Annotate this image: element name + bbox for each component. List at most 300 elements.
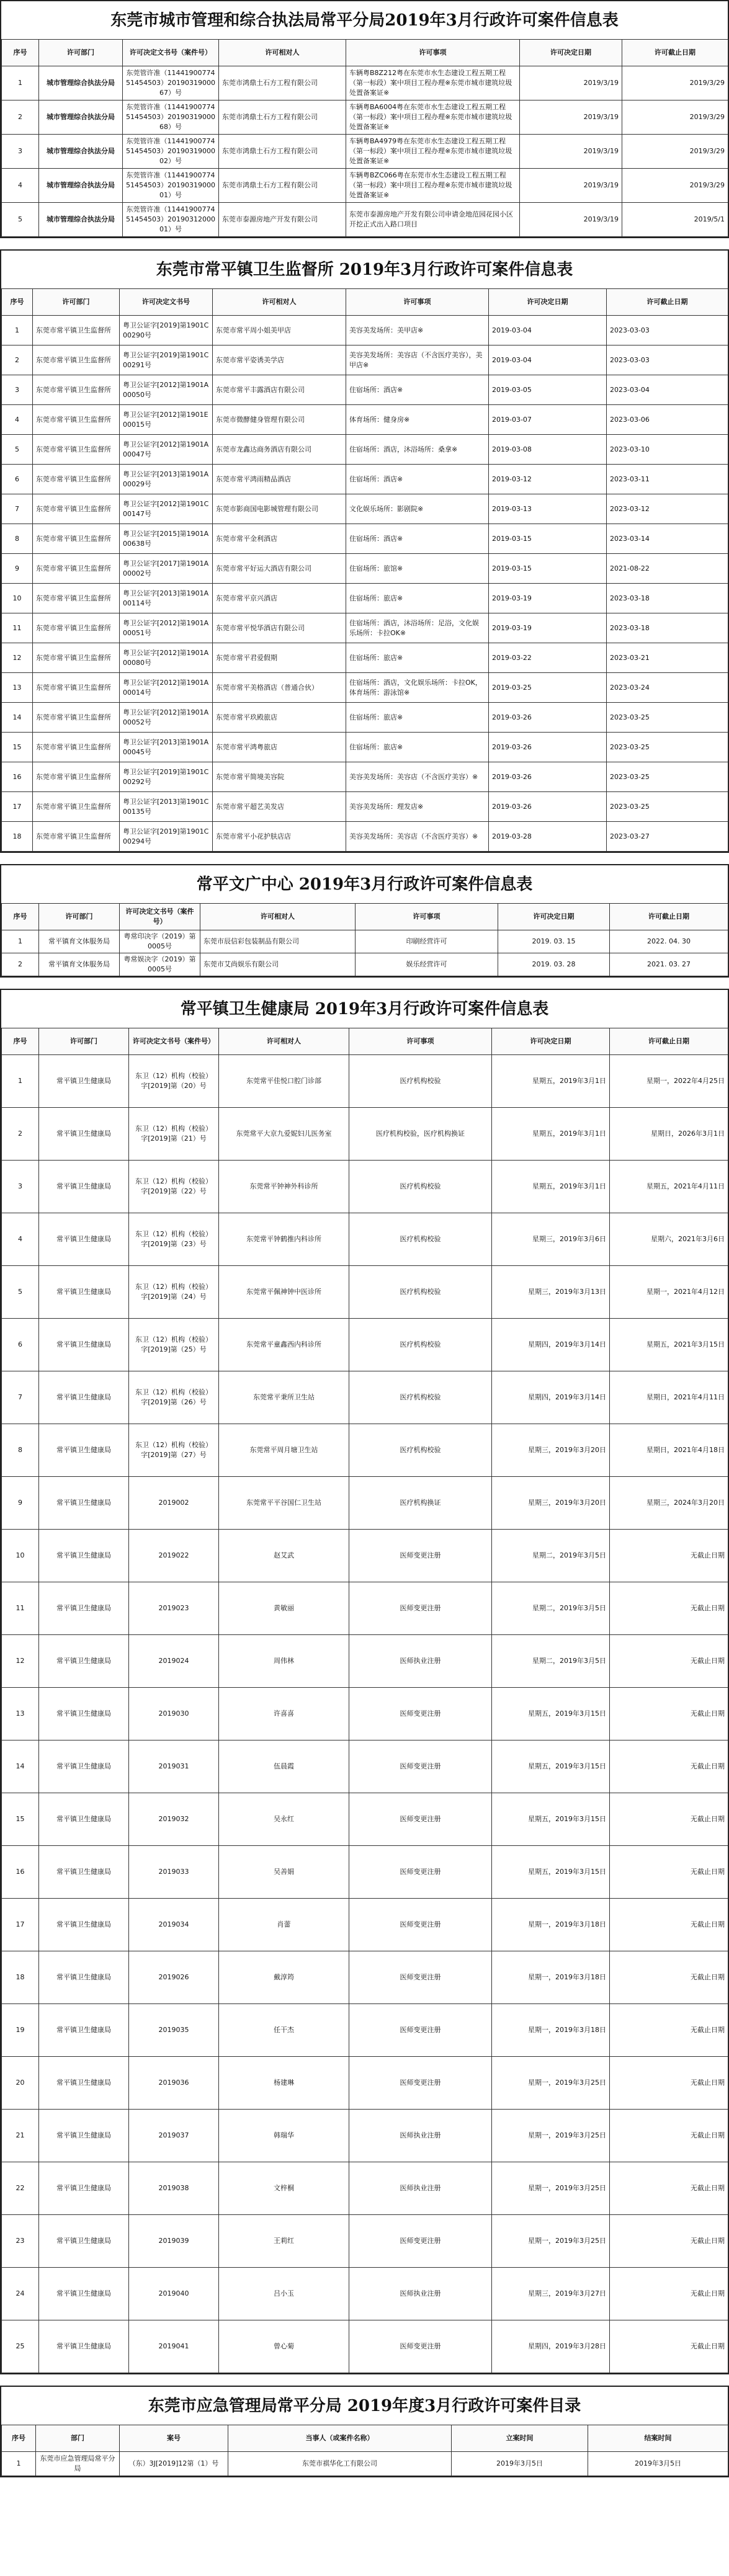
table-cell: 2019-03-19 <box>489 613 607 643</box>
section-health-bureau <box>0 989 729 2374</box>
table-cell: 车辆粤BA6004粤在东莞市水生态建设工程五期工程（第一标段）案中项目工程办理※东莞市城市建筑垃圾处置备案证※ <box>346 100 520 135</box>
table-row <box>2 1951 728 2004</box>
table-cell: 2019年3月5日 <box>452 2452 588 2476</box>
table-cell: 星期一，2019年3月18日 <box>492 1899 610 1951</box>
table-row <box>2 930 728 953</box>
table-row <box>2 345 728 375</box>
table-row <box>2 1108 728 1161</box>
table-cell: 常平镇卫生健康局 <box>39 2162 129 2215</box>
table-cell: 2019/3/29 <box>622 66 728 100</box>
table-row <box>2 135 728 169</box>
table-cell: 2023-03-25 <box>607 762 728 792</box>
column-header: 许可截止日期 <box>610 904 728 930</box>
table-cell: 2019年3月5日 <box>588 2452 728 2476</box>
table-row <box>2 316 728 345</box>
table-cell: 常平镇育文体服务局 <box>39 930 120 953</box>
table-cell: 17 <box>2 1899 39 1951</box>
table-cell: 7 <box>2 1371 39 1424</box>
permit-table <box>1 288 728 852</box>
table-cell: 东莞市鸿鼎土石方工程有限公司 <box>219 100 346 135</box>
table-cell: 东卫（12）机构（校验）字[2019]第（26）号 <box>129 1371 219 1424</box>
table-cell: 3 <box>2 1161 39 1213</box>
table-cell: 2023-03-03 <box>607 345 728 375</box>
table-cell: 无截止日期 <box>610 1951 728 2004</box>
table-cell: 2019-03-15 <box>489 524 607 554</box>
table-cell: 无截止日期 <box>610 1530 728 1582</box>
table-cell: 东莞常平大京九爱妮妇儿医务室 <box>219 1108 349 1161</box>
table-cell: 东莞市常平镇卫生监督所 <box>33 465 120 494</box>
table-cell: 东莞市常平京兴酒店 <box>213 584 346 613</box>
table-cell: 东卫（12）机构（校验）字[2019]第（24）号 <box>129 1266 219 1319</box>
table-cell: 2019-03-19 <box>489 584 607 613</box>
table-cell: 东莞市常平超艺美发店 <box>213 792 346 822</box>
table-cell: 东莞市常平镇卫生监督所 <box>33 524 120 554</box>
table-cell: 粤卫公证字[2012]第1901A00047号 <box>120 435 213 465</box>
table-cell: 任干杰 <box>219 2004 349 2057</box>
table-cell: 15 <box>2 733 33 762</box>
table-cell: 东莞市常平镇卫生监督所 <box>33 435 120 465</box>
table-header-row <box>2 1028 728 1055</box>
table-cell: 东莞市泰源房地产开发有限公司 <box>219 203 346 237</box>
table-cell: 22 <box>2 2162 39 2215</box>
table-cell: 2019-03-07 <box>489 405 607 435</box>
table-cell: 2023-03-25 <box>607 792 728 822</box>
table-cell: 粤卫公证字[2019]第1901C00290号 <box>120 316 213 345</box>
column-header: 许可决定日期 <box>498 904 610 930</box>
table-cell: 城市管理综合执法分局 <box>39 66 123 100</box>
table-cell: 星期五，2019年3月15日 <box>492 1688 610 1740</box>
table-cell: 2023-03-18 <box>607 584 728 613</box>
table-cell: 东莞市常平镇卫生监督所 <box>33 345 120 375</box>
table-cell: 住宿场所：酒店※ <box>346 524 489 554</box>
table-cell: 东莞市常平小花护肤店店 <box>213 822 346 852</box>
table-cell: 14 <box>2 703 33 733</box>
table-cell: 吕小玉 <box>219 2268 349 2320</box>
table-cell: 东莞市常平悦华酒店有限公司 <box>213 613 346 643</box>
table-cell: 粤卫公证字[2013]第1901A00045号 <box>120 733 213 762</box>
column-header: 序号 <box>2 2425 36 2452</box>
table-cell: 13 <box>2 1688 39 1740</box>
table-cell: 东卫（12）机构（校验）字[2019]第（25）号 <box>129 1319 219 1371</box>
table-cell: 东卫（12）机构（校验）字[2019]第（22）号 <box>129 1161 219 1213</box>
table-row <box>2 2004 728 2057</box>
table-cell: 2019-03-05 <box>489 375 607 405</box>
column-header: 序号 <box>2 904 39 930</box>
column-header: 序号 <box>2 1028 39 1055</box>
column-header: 许可截止日期 <box>622 40 728 66</box>
table-cell: 2019/5/1 <box>622 203 728 237</box>
table-cell: 东卫（12）机构（校验）字[2019]第（27）号 <box>129 1424 219 1477</box>
table-cell: 6 <box>2 465 33 494</box>
table-row <box>2 1319 728 1371</box>
table-cell: 2019035 <box>129 2004 219 2057</box>
column-header: 许可决定日期 <box>520 40 622 66</box>
table-cell: 吴善娟 <box>219 1846 349 1899</box>
column-header: 案号 <box>120 2425 228 2452</box>
table-row <box>2 169 728 203</box>
table-cell: 19 <box>2 2004 39 2057</box>
table-cell: 无截止日期 <box>610 2057 728 2110</box>
table-row <box>2 1161 728 1213</box>
table-cell: 无截止日期 <box>610 1899 728 1951</box>
table-row <box>2 1213 728 1266</box>
table-cell: 东莞市影商国电影城管理有限公司 <box>213 494 346 524</box>
table-cell: 6 <box>2 1319 39 1371</box>
table-cell: 文化娱乐场所：影剧院※ <box>346 494 489 524</box>
table-cell: 10 <box>2 1530 39 1582</box>
table-cell: 印刷经营许可 <box>356 930 498 953</box>
table-cell: 2023-03-11 <box>607 465 728 494</box>
table-cell: 星期五，2019年3月1日 <box>492 1161 610 1213</box>
table-cell: 常平镇卫生健康局 <box>39 1266 129 1319</box>
table-row <box>2 2162 728 2215</box>
table-cell: 城市管理综合执法分局 <box>39 203 123 237</box>
table-cell: 星期三，2019年3月13日 <box>492 1266 610 1319</box>
table-cell: 2019022 <box>129 1530 219 1582</box>
table-cell: 黄敏丽 <box>219 1582 349 1635</box>
column-header: 许可相对人 <box>219 40 346 66</box>
table-cell: 9 <box>2 554 33 584</box>
table-row <box>2 792 728 822</box>
column-header: 许可相对人 <box>213 289 346 316</box>
column-header: 立案时间 <box>452 2425 588 2452</box>
table-cell: 住宿场所：酒店，文化娱乐场所：卡拉OK，体育场所：游泳馆※ <box>346 673 489 703</box>
table-cell: 东莞管许准（1144190077451454503）2019031900002）号 <box>123 135 219 169</box>
table-cell: 东莞管许准（1144190077451454503）2019031900067）号 <box>123 66 219 100</box>
table-cell: 2019/3/19 <box>520 135 622 169</box>
table-cell: 东莞市应急管理局常平分局 <box>36 2452 120 2476</box>
table-cell: 2019036 <box>129 2057 219 2110</box>
table-cell: 肖蕾 <box>219 1899 349 1951</box>
table-row <box>2 2320 728 2373</box>
table-cell: 常平镇卫生健康局 <box>39 2110 129 2162</box>
table-row <box>2 405 728 435</box>
table-cell: 医师变更注册 <box>349 1899 492 1951</box>
table-row <box>2 1740 728 1793</box>
section-title: 东莞市应急管理局常平分局 2019年度3月行政许可案件目录 <box>148 2397 581 2415</box>
table-cell: 2019024 <box>129 1635 219 1688</box>
table-cell: 1 <box>2 1055 39 1108</box>
table-cell: 伍晨霞 <box>219 1740 349 1793</box>
table-row <box>2 1635 728 1688</box>
table-row <box>2 554 728 584</box>
table-cell: 戴淳筠 <box>219 1951 349 2004</box>
table-cell: 2019-03-04 <box>489 345 607 375</box>
table-cell: 常平镇卫生健康局 <box>39 1530 129 1582</box>
table-row <box>2 2215 728 2268</box>
table-cell: 2023-03-27 <box>607 822 728 852</box>
table-cell: 星期一，2019年3月25日 <box>492 2162 610 2215</box>
table-row <box>2 1477 728 1530</box>
table-cell: 2019-03-26 <box>489 792 607 822</box>
table-cell: 2019037 <box>129 2110 219 2162</box>
table-header-row <box>2 40 728 66</box>
table-cell: 东莞管许准（1144190077451454503）2019031200001）号 <box>123 203 219 237</box>
table-cell: 5 <box>2 203 39 237</box>
table-cell: 星期一，2019年3月18日 <box>492 1951 610 2004</box>
table-cell: 东莞常平钟鹤推内科诊所 <box>219 1213 349 1266</box>
table-cell: 星期五，2019年3月1日 <box>492 1055 610 1108</box>
table-cell: 2023-03-14 <box>607 524 728 554</box>
table-cell: 2019-03-04 <box>489 316 607 345</box>
table-row <box>2 203 728 237</box>
column-header: 许可相对人 <box>219 1028 349 1055</box>
table-cell: 2019002 <box>129 1477 219 1530</box>
table-cell: 2 <box>2 953 39 976</box>
table-cell: 常平镇卫生健康局 <box>39 2268 129 2320</box>
table-cell: 4 <box>2 169 39 203</box>
table-cell: 住宿场所：酒店※ <box>346 465 489 494</box>
table-cell: 常平镇卫生健康局 <box>39 1793 129 1846</box>
table-cell: 常平镇卫生健康局 <box>39 1371 129 1424</box>
table-cell: 2019-03-26 <box>489 703 607 733</box>
table-cell: 星期五，2019年3月15日 <box>492 1740 610 1793</box>
table-cell: 常平镇卫生健康局 <box>39 1108 129 1161</box>
table-cell: 美容美发场所：美容店（不含医疗美容）※ <box>346 762 489 792</box>
table-cell: 常平镇卫生健康局 <box>39 1740 129 1793</box>
table-cell: 周伟林 <box>219 1635 349 1688</box>
table-cell: 星期六，2021年3月6日 <box>610 1213 728 1266</box>
table-cell: 2023-03-21 <box>607 643 728 673</box>
table-header-row <box>2 2425 728 2452</box>
table-cell: 常平镇卫生健康局 <box>39 1161 129 1213</box>
column-header: 许可部门 <box>39 40 123 66</box>
table-cell: 东莞市泰源房地产开发有限公司申请金地范园花园小区开挖正式出入路口项目 <box>346 203 520 237</box>
table-cell: 东莞市常平镇卫生监督所 <box>33 375 120 405</box>
table-cell: 2023-03-06 <box>607 405 728 435</box>
table-cell: 医疗机构校验 <box>349 1213 492 1266</box>
table-cell: 医师执业注册 <box>349 1635 492 1688</box>
section-health-supervision <box>0 249 729 853</box>
table-header-row <box>2 289 728 316</box>
table-cell: 东莞市鸿鼎土石方工程有限公司 <box>219 66 346 100</box>
table-cell: 东莞常平佳悦口腔门诊部 <box>219 1055 349 1108</box>
table-row <box>2 435 728 465</box>
table-cell: 无截止日期 <box>610 2004 728 2057</box>
table-cell: 14 <box>2 1740 39 1793</box>
table-cell: 东莞市常平丰露酒店有限公司 <box>213 375 346 405</box>
table-cell: 星期三，2024年3月20日 <box>610 1477 728 1530</box>
table-cell: 东莞市艾尚娱乐有限公司 <box>200 953 356 976</box>
table-cell: 2019/3/19 <box>520 66 622 100</box>
table-cell: 粤卫公证字[2013]第1901A00029号 <box>120 465 213 494</box>
table-cell: 城市管理综合执法分局 <box>39 135 123 169</box>
table-cell: 医疗机构校验 <box>349 1371 492 1424</box>
table-cell: 美容美发场所：理发店※ <box>346 792 489 822</box>
table-row <box>2 643 728 673</box>
table-cell: 东莞市常平姿诱美学店 <box>213 345 346 375</box>
table-cell: 东莞市常平周小姐美甲店 <box>213 316 346 345</box>
section-emergency-management <box>0 2386 729 2477</box>
table-cell: 2022. 04. 30 <box>610 930 728 953</box>
table-cell: 粤卫公证字[2019]第1901C00291号 <box>120 345 213 375</box>
table-cell: 常平镇卫生健康局 <box>39 1688 129 1740</box>
table-cell: 医师变更注册 <box>349 1951 492 2004</box>
table-cell: 常平镇卫生健康局 <box>39 1424 129 1477</box>
column-header: 许可决定文书号（案件号） <box>129 1028 219 1055</box>
table-cell: 美容美发场所：美甲店※ <box>346 316 489 345</box>
column-header: 许可部门 <box>33 289 120 316</box>
table-row <box>2 524 728 554</box>
table-cell: 1 <box>2 2452 36 2476</box>
table-cell: 医师执业注册 <box>349 2162 492 2215</box>
table-cell: 东莞市常平镇卫生监督所 <box>33 822 120 852</box>
table-cell: 2023-03-24 <box>607 673 728 703</box>
table-cell: 18 <box>2 1951 39 2004</box>
table-cell: 东莞市微酵健身管理有限公司 <box>213 405 346 435</box>
table-cell: 东莞常平钟神外科诊所 <box>219 1161 349 1213</box>
table-cell: 星期三，2019年3月20日 <box>492 1477 610 1530</box>
column-header: 许可事项 <box>346 289 489 316</box>
table-cell: 13 <box>2 673 33 703</box>
table-cell: 东莞市常平玖殿旅店 <box>213 703 346 733</box>
section-culture-center <box>0 864 729 978</box>
column-header: 序号 <box>2 40 39 66</box>
table-cell: 城市管理综合执法分局 <box>39 169 123 203</box>
table-cell: 星期一，2019年3月25日 <box>492 2215 610 2268</box>
table-cell: 东卫（12）机构（校验）字[2019]第（20）号 <box>129 1055 219 1108</box>
table-row <box>2 375 728 405</box>
table-row <box>2 953 728 976</box>
table-cell: 2019-03-13 <box>489 494 607 524</box>
table-cell: 粤常印决字（2019）第0005号 <box>120 930 200 953</box>
table-cell: 粤卫公证字[2012]第1901E00015号 <box>120 405 213 435</box>
table-cell: 东莞常平平谷国仁卫生站 <box>219 1477 349 1530</box>
table-cell: 11 <box>2 613 33 643</box>
table-cell: 无截止日期 <box>610 1846 728 1899</box>
table-cell: 医疗机构校验 <box>349 1055 492 1108</box>
section-title: 东莞市常平镇卫生监督所 2019年3月行政许可案件信息表 <box>156 261 573 279</box>
table-row <box>2 1055 728 1108</box>
table-cell: 2023-03-10 <box>607 435 728 465</box>
table-cell: 1 <box>2 66 39 100</box>
table-cell: 东莞市常平镇卫生监督所 <box>33 792 120 822</box>
table-cell: 星期日，2021年4月11日 <box>610 1371 728 1424</box>
table-cell: 2019033 <box>129 1846 219 1899</box>
permit-table <box>1 1028 728 2373</box>
table-cell: 星期一，2019年3月18日 <box>492 2004 610 2057</box>
table-row <box>2 1793 728 1846</box>
table-cell: 无截止日期 <box>610 1740 728 1793</box>
table-cell: 医疗机构校验 <box>349 1266 492 1319</box>
table-cell: 美容美发场所：美容店（不含医疗美容），美甲店※ <box>346 345 489 375</box>
table-cell: 星期一，2019年3月25日 <box>492 2057 610 2110</box>
table-cell: 星期日，2026年3月1日 <box>610 1108 728 1161</box>
table-row <box>2 1582 728 1635</box>
table-row <box>2 100 728 135</box>
table-cell: 医师变更注册 <box>349 2215 492 2268</box>
table-cell: 9 <box>2 1477 39 1530</box>
table-row <box>2 584 728 613</box>
table-cell: 2019040 <box>129 2268 219 2320</box>
table-cell: 住宿场所：酒店，沐浴场所：桑拿※ <box>346 435 489 465</box>
table-cell: 2019/3/29 <box>622 100 728 135</box>
table-cell: 2019032 <box>129 1793 219 1846</box>
table-row <box>2 762 728 792</box>
table-cell: 粤卫公证字[2013]第1901A00114号 <box>120 584 213 613</box>
table-cell: 21 <box>2 2110 39 2162</box>
column-header: 许可部门 <box>39 904 120 930</box>
table-cell: 娱乐经营许可 <box>356 953 498 976</box>
table-cell: 2021-08-22 <box>607 554 728 584</box>
table-cell: 常平镇卫生健康局 <box>39 1951 129 2004</box>
table-cell: 东莞市常平镇卫生监督所 <box>33 405 120 435</box>
table-row <box>2 1688 728 1740</box>
table-row <box>2 822 728 852</box>
table-cell: 粤卫公证字[2019]第1901C00292号 <box>120 762 213 792</box>
table-cell: 王莉红 <box>219 2215 349 2268</box>
table-cell: 2023-03-25 <box>607 703 728 733</box>
table-cell: 2019034 <box>129 1899 219 1951</box>
table-cell: 东莞市常平镇卫生监督所 <box>33 762 120 792</box>
table-cell: 东莞市常平镇卫生监督所 <box>33 494 120 524</box>
table-cell: 1 <box>2 930 39 953</box>
table-cell: 医疗机构校验 <box>349 1161 492 1213</box>
table-cell: 美容美发场所：美容店（不含医疗美容）※ <box>346 822 489 852</box>
table-cell: 东莞市龙鑫达商务酒店有限公司 <box>213 435 346 465</box>
table-cell: 24 <box>2 2268 39 2320</box>
table-cell: 23 <box>2 2215 39 2268</box>
table-cell: 2023-03-04 <box>607 375 728 405</box>
table-cell: 2019-03-08 <box>489 435 607 465</box>
table-cell: 东莞市常平君爱假期 <box>213 643 346 673</box>
table-cell: 住宿场所：旅店※ <box>346 733 489 762</box>
column-header: 许可决定文书号（案件号） <box>120 904 200 930</box>
table-cell: 体育场所：健身房※ <box>346 405 489 435</box>
table-cell: 东莞市常平镇卫生监督所 <box>33 733 120 762</box>
table-cell: 吴永红 <box>219 1793 349 1846</box>
table-cell: 常平镇卫生健康局 <box>39 2215 129 2268</box>
table-cell: 2 <box>2 345 33 375</box>
table-cell: 星期日，2021年4月18日 <box>610 1424 728 1477</box>
table-cell: 医师变更注册 <box>349 1846 492 1899</box>
table-cell: 星期四，2019年3月28日 <box>492 2320 610 2373</box>
table-cell: 韩瑞华 <box>219 2110 349 2162</box>
table-cell: 常平镇卫生健康局 <box>39 1582 129 1635</box>
table-cell: 粤卫公证字[2017]第1901A00002号 <box>120 554 213 584</box>
table-header-row <box>2 904 728 930</box>
table-cell: 常平镇卫生健康局 <box>39 1477 129 1530</box>
table-cell: 杨建琳 <box>219 2057 349 2110</box>
column-header: 许可截止日期 <box>610 1028 728 1055</box>
table-cell: 住宿场所：酒店※ <box>346 375 489 405</box>
table-cell: 2 <box>2 100 39 135</box>
table-cell: 星期五，2019年3月15日 <box>492 1846 610 1899</box>
table-cell: 星期二，2019年3月5日 <box>492 1635 610 1688</box>
table-cell: 东卫（12）机构（校验）字[2019]第（23）号 <box>129 1213 219 1266</box>
table-cell: 星期四，2019年3月14日 <box>492 1371 610 1424</box>
column-header: 许可部门 <box>39 1028 129 1055</box>
column-header: 许可截止日期 <box>607 289 728 316</box>
table-cell: 车辆粤BZC066粤在东莞市水生态建设工程五期工程（第一标段）案中项目工程办理※东莞市城市建筑垃圾处置备案证※ <box>346 169 520 203</box>
table-row <box>2 494 728 524</box>
table-cell: 星期五，2019年3月1日 <box>492 1108 610 1161</box>
table-cell: 东莞市常平镇卫生监督所 <box>33 703 120 733</box>
table-cell: 常平镇卫生健康局 <box>39 1055 129 1108</box>
table-cell: 东莞市常平简境美容院 <box>213 762 346 792</box>
table-row <box>2 1424 728 1477</box>
table-cell: 2019/3/29 <box>622 135 728 169</box>
table-cell: 2019026 <box>129 1951 219 2004</box>
table-cell: 无截止日期 <box>610 1635 728 1688</box>
table-cell: 2019/3/19 <box>520 203 622 237</box>
table-cell: 粤卫公证字[2012]第1901A00051号 <box>120 613 213 643</box>
column-header: 许可事项 <box>356 904 498 930</box>
table-cell: 医师变更注册 <box>349 2320 492 2373</box>
table-cell: 4 <box>2 1213 39 1266</box>
table-cell: 医师变更注册 <box>349 1688 492 1740</box>
table-cell: 无截止日期 <box>610 2162 728 2215</box>
